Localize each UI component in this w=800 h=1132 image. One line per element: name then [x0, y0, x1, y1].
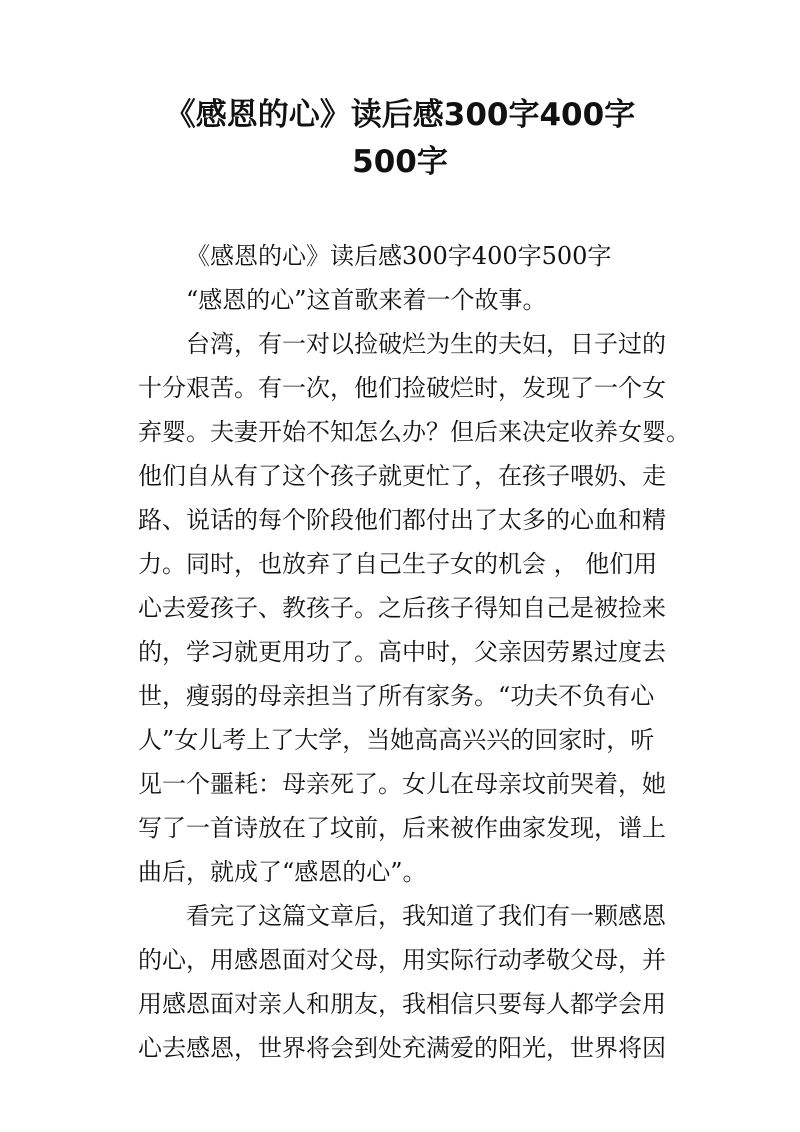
- body-line-18: 用感恩面对亲人和朋友，我相信只要每人都学会用: [138, 990, 666, 1018]
- body-line-11: 世，瘦弱的母亲担当了所有家务。“功夫不负有心: [138, 682, 655, 710]
- body-line-19: 心去感恩，世界将会到处充满爱的阳光，世界将因: [138, 1034, 666, 1062]
- document-title-line-1: 《感恩的心》读后感300字400字: [164, 97, 636, 133]
- body-line-5: 弃婴。夫妻开始不知怎么办？但后来决定收养女婴。: [138, 418, 690, 446]
- body-line-16: 看完了这篇文章后，我知道了我们有一颗感恩: [186, 902, 666, 930]
- document-title-line-2: 500字: [352, 144, 448, 180]
- body-line-7: 路、说话的每个阶段他们都付出了太多的心血和精: [138, 506, 666, 534]
- body-line-12: 人”女儿考上了大学，当她高高兴兴的回家时，听: [138, 726, 655, 754]
- body-line-10: 的，学习就更用功了。高中时，父亲因劳累过度去: [138, 638, 666, 666]
- body-line-2: “感恩的心”这首歌来着一个故事。: [186, 286, 547, 314]
- body-line-14: 写了一首诗放在了坟前，后来被作曲家发现，谱上: [138, 814, 666, 842]
- body-line-4: 十分艰苦。有一次，他们捡破烂时，发现了一个女: [138, 374, 666, 402]
- body-line-3: 台湾，有一对以捡破烂为生的夫妇，日子过的: [186, 330, 666, 358]
- body-line-6: 他们自从有了这个孩子就更忙了，在孩子喂奶、走: [138, 462, 666, 490]
- body-line-9: 心去爱孩子、教孩子。之后孩子得知自己是被捡来: [138, 594, 666, 622]
- body-line-13: 见一个噩耗：母亲死了。女儿在母亲坟前哭着，她: [138, 770, 666, 798]
- body-line-1: 《感恩的心》读后感300字400字500字: [186, 242, 612, 270]
- body-line-8: 力。同时，也放弃了自己生子女的机会 ， 他们用: [138, 550, 658, 578]
- body-line-17: 的心，用感恩面对父母，用实际行动孝敬父母，并: [138, 946, 666, 974]
- body-line-15: 曲后，就成了“感恩的心”。: [138, 858, 427, 886]
